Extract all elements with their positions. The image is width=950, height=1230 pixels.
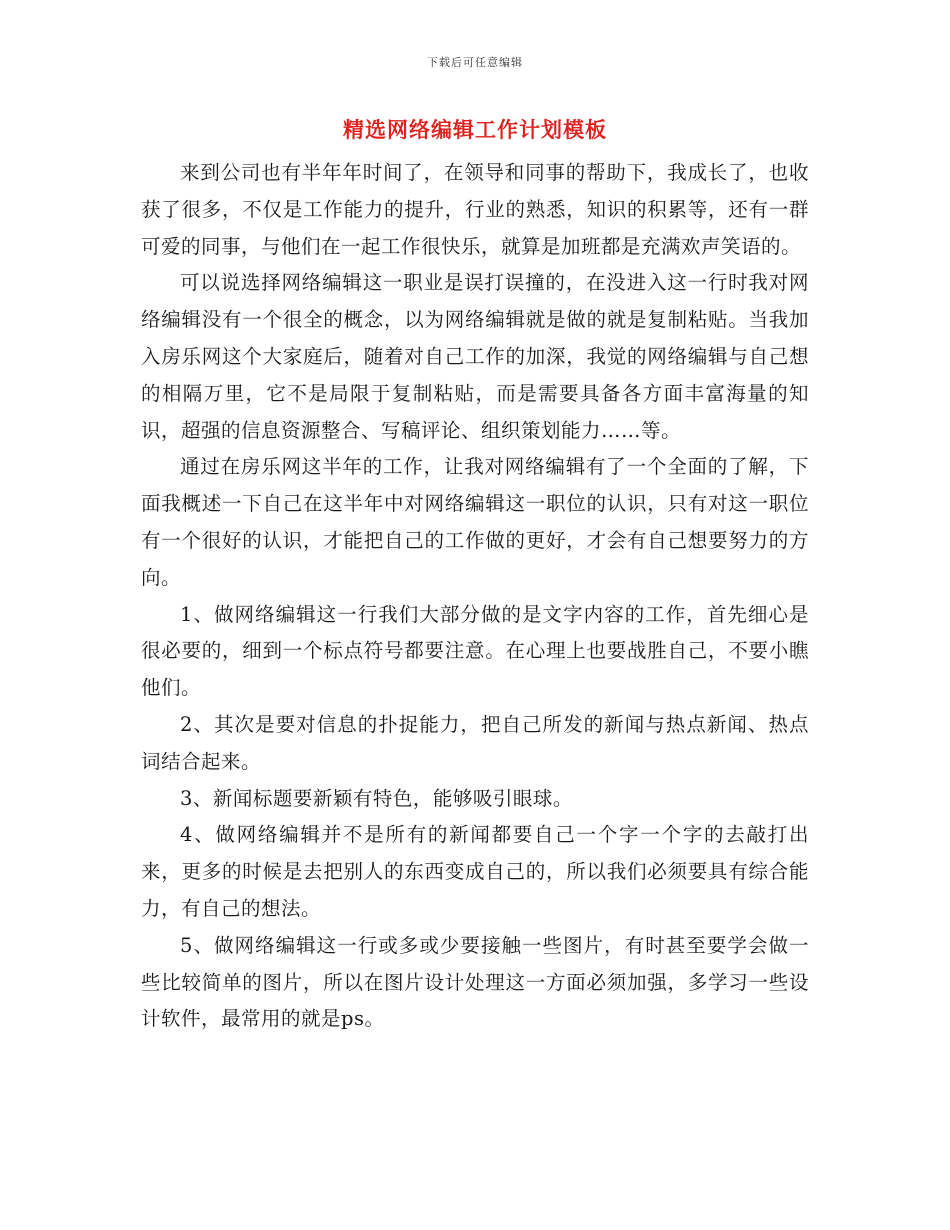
paragraph-point-1: 1、做网络编辑这一行我们大部分做的是文字内容的工作，首先细心是很必要的，细到一个标点符号都要注意。在心理上也要战胜自己，不要小瞧他们。 <box>141 602 809 700</box>
paragraph-intro: 来到公司也有半年年时间了，在领导和同事的帮助下，我成长了，也收获了很多，不仅是工作能力的提升，行业的熟悉，知识的积累等，还有一群可爱的同事，与他们在一起工作很快乐，就算是加班都是充满欢声笑语的。 <box>141 161 809 258</box>
paragraph-point-4: 4、做网络编辑并不是所有的新闻都要自己一个字一个字的去敲打出来，更多的时候是去把别人的东西变成自己的，所以我们必须要具有综合能力，有自己的想法。 <box>141 823 809 920</box>
paragraph-point-2: 2、其次是要对信息的扑捉能力，把自己所发的新闻与热点新闻、热点词结合起来。 <box>141 712 809 773</box>
paragraph-point-3: 3、新闻标题要新颖有特色，能够吸引眼球。 <box>180 786 573 810</box>
document-title: 精选网络编辑工作计划模板 <box>343 117 607 142</box>
paragraph-overview: 通过在房乐网这半年的工作，让我对网络编辑有了一个全面的了解，下面我概述一下自己在这半年中对网络编辑这一职位的认识，只有对这一职位有一个很好的认识，才能把自己的工作做的更好，才会有自己想要努力的方向。 <box>141 455 809 589</box>
header-note: 下载后可任意编辑 <box>427 56 523 69</box>
document-body <box>141 155 809 1038</box>
paragraph-point-5: 5、做网络编辑这一行或多或少要接触一些图片，有时甚至要学会做一些比较简单的图片，所以在图片设计处理这一方面必须加强，多学习一些设计软件，最常用的就是ps。 <box>141 933 809 1031</box>
paragraph-career-choice: 可以说选择网络编辑这一职业是误打误撞的，在没进入这一行时我对网络编辑没有一个很全的概念，以为网络编辑就是做的就是复制粘贴。当我加入房乐网这个大家庭后，随着对自己工作的加深，我觉的网络编辑与自己想的相隔万里，它不是局限于复制粘贴，而是需要具备各方面丰富海量的知识，超强的信息资源整合、写稿评论、组织策划能力……等。 <box>141 271 809 442</box>
